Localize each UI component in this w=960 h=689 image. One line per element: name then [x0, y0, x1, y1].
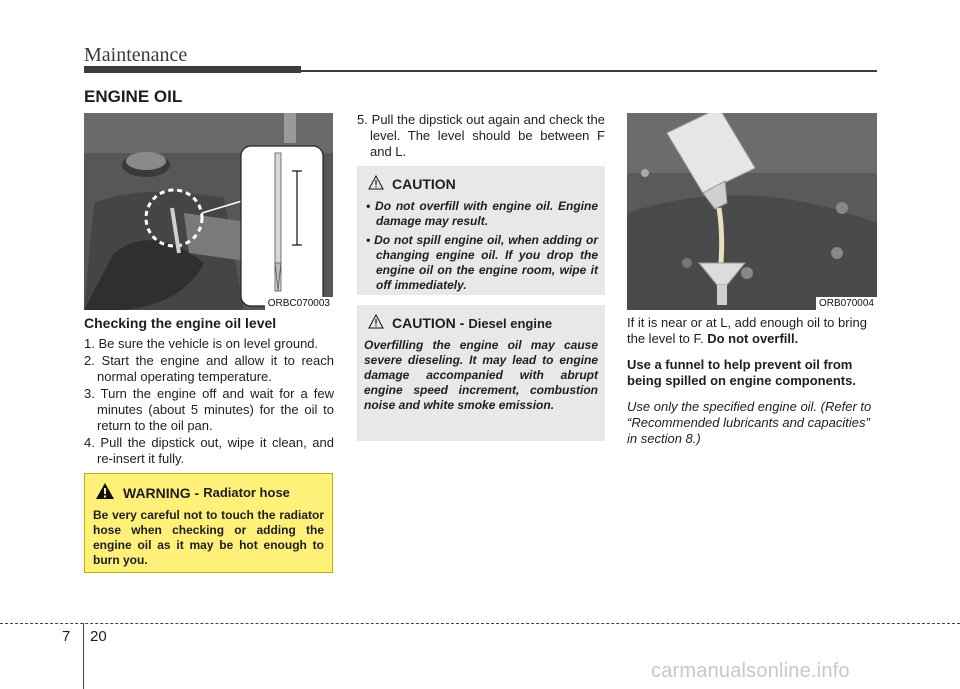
caution-diesel-label: CAUTION - [392, 315, 465, 331]
step-5: 5. Pull the dipstick out again and check the level. The level should be between F and L. [357, 112, 605, 159]
figure-caption-left: ORBC070003 [265, 297, 333, 310]
funnel-paragraph: Use a funnel to help prevent oil from being spilled on engine components. [627, 357, 856, 388]
caution-oil-box [357, 166, 605, 295]
caution-item-overfill: • Do not overfill with engine oil. Engine damage may result. [366, 199, 598, 228]
warning-heading [93, 482, 324, 503]
caution-diesel-body: Overfilling the engine oil may cause severe dieseling. It may lead to engine damage accompanied with abrupt engine speed increment, combustion noise and white smoke emission. [364, 338, 598, 412]
section-title: ENGINE OIL [84, 87, 183, 106]
step-3: 3. Turn the engine off and wait for a few minutes (about 5 minutes) for the oil to return to the oil pan. [84, 386, 334, 433]
chapter-number: 7 [62, 628, 71, 645]
caution-item-spill: • Do not spill engine oil, when adding or changing engine oil. If you drop the engine oil on the engine room, wipe it off immediately. [366, 233, 598, 292]
warning-triangle-icon [95, 482, 115, 503]
page-header-title: Maintenance [84, 44, 188, 66]
add-oil-text: If it is near or at L, add enough oil to bring the level to F. [627, 315, 867, 346]
watermark-text: carmanualsonline.info [651, 660, 850, 682]
warning-radiator-hose-box [84, 473, 333, 573]
column-3-text [627, 315, 877, 457]
step-2: 2. Start the engine and allow it to reach normal operating temperature. [84, 353, 334, 384]
steps-list [84, 336, 334, 468]
warning-label: WARNING - [123, 484, 200, 501]
caution-diesel-subject: Diesel engine [468, 315, 553, 331]
subheading-checking-oil: Checking the engine oil level [84, 315, 277, 331]
caution-diesel-heading [364, 314, 598, 332]
oil-pouring-figure [627, 113, 877, 310]
caution-heading [364, 175, 598, 193]
header-rule-thick [84, 66, 301, 73]
specified-oil-note: Use only the specified engine oil. (Refer to “Recommended lubricants and capacities” in section 8.) [627, 399, 872, 446]
do-not-overfill-text: Do not overfill. [707, 331, 799, 346]
caution-list [364, 199, 598, 293]
caution-triangle-icon [368, 314, 384, 332]
warning-subject: Radiator hose [203, 485, 290, 500]
engine-dipstick-figure [84, 113, 333, 310]
caution-label: CAUTION [392, 176, 456, 192]
footer-rule [0, 623, 960, 624]
caution-diesel-box [357, 305, 605, 441]
warning-body: Be very careful not to touch the radiator hose when checking or adding the engine oil as it may be hot enough to burn you. [93, 508, 324, 567]
header-rule-thin [301, 70, 877, 72]
page-number: 20 [90, 628, 107, 645]
add-oil-paragraph [627, 315, 877, 347]
footer-divider [83, 623, 84, 689]
figure-caption-right: ORB070004 [816, 297, 877, 310]
caution-triangle-icon [368, 175, 384, 193]
step-4: 4. Pull the dipstick out, wipe it clean, and re-insert it fully. [84, 435, 334, 466]
step-1: 1. Be sure the vehicle is on level ground. [84, 336, 319, 351]
